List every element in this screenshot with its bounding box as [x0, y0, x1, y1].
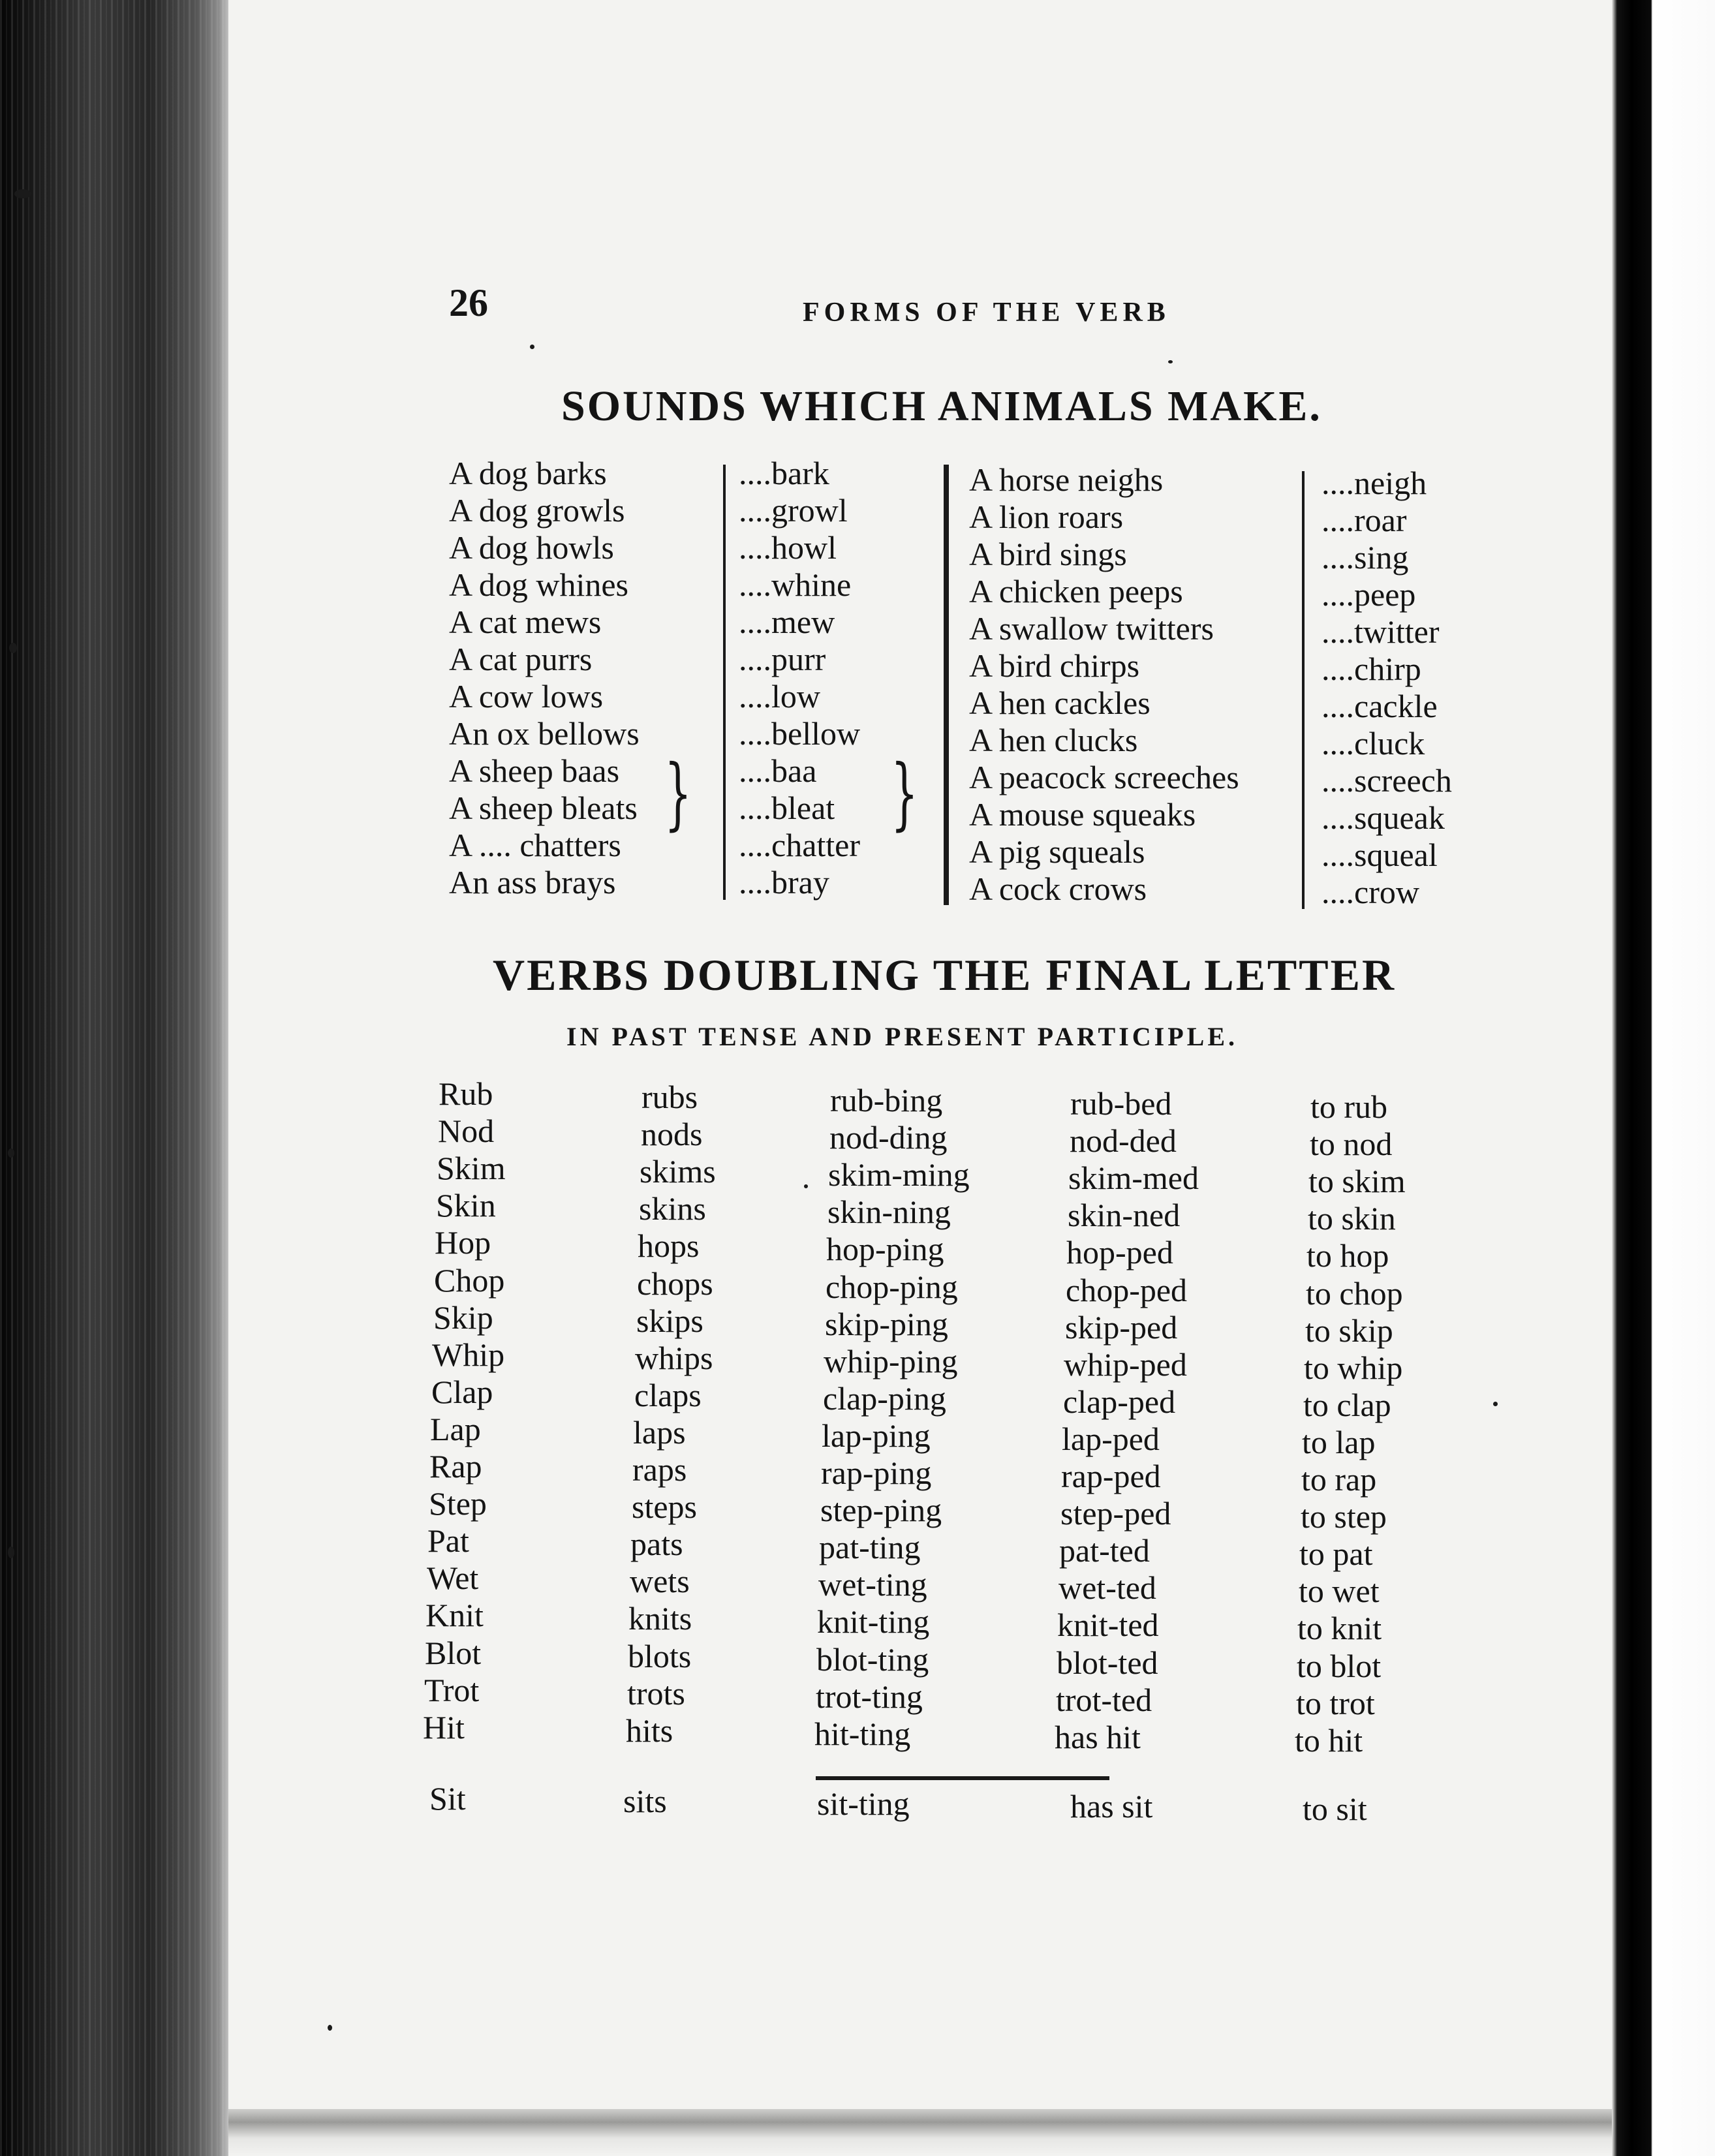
sound-verb: ....twitter [1321, 613, 1440, 650]
sound-phrase: A swallow twitters [969, 610, 1214, 647]
verb-form-cell: skim-ming [828, 1156, 970, 1194]
verb-form-cell: chop-ped [1066, 1271, 1188, 1308]
scan-speck [8, 1547, 14, 1558]
sound-verb: ....cluck [1321, 725, 1425, 762]
verb-form-cell: claps [634, 1376, 702, 1413]
verb-form-cell: to trot [1296, 1684, 1375, 1721]
verb-form-cell: Whip [432, 1336, 505, 1373]
verb-form-cell: sits [623, 1783, 667, 1819]
book-binding-edge [0, 0, 228, 2156]
verb-form-cell: has hit [1055, 1718, 1141, 1755]
verb-form-cell: Lap [430, 1410, 481, 1447]
verb-form-cell: to hop [1306, 1237, 1389, 1274]
verb-form-cell: skip-ping [825, 1305, 948, 1342]
verb-form-cell: Clap [431, 1373, 493, 1410]
verb-form-cell: step-ped [1060, 1495, 1171, 1532]
verb-form-cell: clap-ped [1063, 1383, 1176, 1420]
verb-form-cell: knit-ted [1057, 1607, 1159, 1644]
verb-form-cell: to hit [1295, 1721, 1363, 1759]
verb-form-cell: pat-ting [819, 1529, 921, 1566]
sound-phrase: A sheep baas [449, 752, 620, 789]
verb-form-cell: lap-ping [822, 1417, 931, 1454]
verb-form-cell: to clap [1303, 1386, 1391, 1423]
column-divider [944, 465, 949, 905]
verb-form-cell: clap-ping [823, 1379, 946, 1417]
verbs-subheading: IN PAST TENSE AND PRESENT PARTICIPLE. [566, 1022, 1239, 1051]
verb-form-cell: Hit [423, 1708, 465, 1746]
sound-verb: ....cackle [1321, 688, 1438, 724]
sound-verb: ....howl [739, 529, 837, 566]
sound-phrase: A hen cackles [969, 685, 1151, 721]
verb-form-cell: blots [628, 1637, 692, 1674]
sound-phrase: A dog whines [449, 566, 628, 603]
sound-verb: ....growl [739, 492, 848, 529]
verb-form-cell: to step [1301, 1498, 1387, 1535]
verb-form-cell: rubs [641, 1079, 698, 1115]
scan-speck [8, 1148, 14, 1158]
verb-form-cell: blot-ted [1057, 1644, 1158, 1681]
verb-form-cell: Sit [429, 1780, 466, 1817]
verb-form-cell: Skim [437, 1150, 506, 1187]
verb-form-cell: whips [635, 1339, 713, 1376]
sound-phrase: A dog growls [449, 492, 625, 529]
verb-form-cell: trots [627, 1674, 685, 1712]
verb-form-cell: to chop [1306, 1274, 1403, 1312]
sounds-heading: SOUNDS WHICH ANIMALS MAKE. [561, 382, 1322, 430]
sound-verb: ....bark [739, 455, 829, 491]
verb-form-cell: wet-ted [1058, 1569, 1156, 1607]
page-number: 26 [449, 281, 488, 324]
verb-form-cell: Blot [425, 1634, 482, 1671]
verb-form-cell: to sit [1303, 1791, 1367, 1827]
verb-form-cell: sit-ting [817, 1785, 910, 1822]
sound-phrase: A sheep bleats [449, 790, 638, 826]
verb-form-cell: hops [638, 1227, 700, 1265]
scan-speck [14, 189, 31, 198]
verb-form-cell: Skin [436, 1187, 496, 1224]
verb-form-cell: skips [636, 1302, 703, 1339]
verb-form-cell: Trot [424, 1671, 480, 1708]
sound-phrase: An ass brays [449, 864, 616, 901]
scan-speck [1493, 1402, 1498, 1406]
sound-verb: ....bray [739, 864, 829, 901]
verb-form-cell: pat-ted [1059, 1532, 1150, 1569]
verb-form-cell: skims [640, 1153, 716, 1190]
verb-form-cell: Rub [439, 1075, 493, 1112]
verb-form-cell: Chop [434, 1261, 505, 1299]
sound-phrase: A cat mews [449, 604, 602, 640]
verb-form-cell: Pat [427, 1522, 469, 1560]
verb-form-cell: Knit [425, 1597, 484, 1634]
verb-form-cell: Skip [433, 1299, 493, 1336]
verb-form-cell: to wet [1299, 1573, 1380, 1610]
verb-form-cell: lap-ped [1062, 1420, 1160, 1457]
sound-phrase: A cock crows [969, 870, 1147, 907]
verb-form-cell: skin-ning [827, 1194, 951, 1231]
brace-right: } [664, 748, 692, 839]
sound-phrase: A horse neighs [969, 461, 1164, 498]
sound-verb: ....baa [739, 752, 817, 789]
verb-form-cell: nods [641, 1116, 703, 1153]
sound-phrase: A mouse squeaks [969, 796, 1196, 833]
verb-form-cell: to blot [1297, 1647, 1382, 1684]
verb-form-cell: step-ping [820, 1492, 942, 1529]
sound-verb: ....neigh [1321, 465, 1427, 501]
verb-form-cell: wet-ting [818, 1566, 927, 1603]
verb-form-cell: to nod [1310, 1126, 1393, 1163]
verb-form-cell: chops [637, 1265, 713, 1302]
page-bottom-edge [228, 2109, 1612, 2156]
running-head: FORMS OF THE VERB [803, 298, 1170, 328]
verb-form-cell: to rap [1301, 1461, 1377, 1498]
verb-form-cell: hop-ped [1066, 1234, 1173, 1271]
verb-form-cell: has sit [1070, 1788, 1153, 1825]
verb-form-cell: trot-ted [1056, 1681, 1152, 1718]
sound-verb: ....squeak [1321, 799, 1445, 836]
verb-form-cell: whip-ped [1064, 1346, 1187, 1383]
sound-phrase: A lion roars [969, 499, 1124, 535]
verb-form-cell: Rap [429, 1448, 482, 1485]
brace-right: } [891, 748, 918, 839]
verb-form-cell: pats [630, 1526, 683, 1563]
verb-form-cell: to skim [1308, 1163, 1406, 1200]
verb-form-cell: nod-ded [1070, 1122, 1177, 1160]
sound-verb: ....screech [1321, 762, 1452, 799]
sound-verb: ....mew [739, 604, 835, 640]
sound-phrase: A dog barks [449, 455, 607, 491]
sound-phrase: A bird chirps [969, 647, 1140, 684]
sound-phrase: A hen clucks [969, 722, 1138, 758]
sound-verb: ....purr [739, 641, 826, 677]
verb-form-cell: nod-ding [829, 1119, 948, 1156]
sound-verb: ....roar [1321, 502, 1407, 538]
sound-verb: ....chirp [1321, 651, 1421, 687]
verb-form-cell: rap-ping [821, 1455, 932, 1491]
verb-form-cell: to whip [1304, 1349, 1403, 1386]
next-page-edge [1612, 0, 1715, 2156]
table-rule [816, 1776, 1109, 1780]
scan-speck [804, 1184, 808, 1188]
verb-form-cell: steps [632, 1488, 697, 1526]
verb-form-cell: trot-ting [816, 1678, 923, 1715]
column-divider [1302, 471, 1305, 909]
sound-phrase: A bird sings [969, 536, 1127, 572]
verb-form-cell: whip-ping [824, 1342, 958, 1379]
verb-form-cell: hits [626, 1712, 673, 1749]
verb-form-cell: rap-ped [1061, 1458, 1161, 1494]
verb-form-cell: Step [429, 1485, 487, 1522]
verb-form-cell: skim-med [1068, 1160, 1199, 1197]
sound-verb: ....sing [1321, 539, 1409, 576]
verb-form-cell: hit-ting [814, 1715, 911, 1752]
verb-form-cell: hop-ping [826, 1231, 944, 1268]
verb-form-cell: knit-ting [817, 1603, 930, 1640]
verbs-heading: VERBS DOUBLING THE FINAL LETTER [493, 950, 1397, 1000]
verb-form-cell: knits [628, 1600, 692, 1637]
verb-form-cell: to skip [1305, 1312, 1393, 1349]
verb-form-cell: skin-ned [1068, 1197, 1181, 1234]
verb-form-cell: wets [630, 1563, 690, 1600]
scan-speck [530, 345, 534, 349]
sound-phrase: A dog howls [449, 529, 614, 566]
sound-verb: ....squeal [1321, 837, 1438, 873]
sound-phrase: A pig squeals [969, 833, 1145, 870]
verb-form-cell: laps [633, 1413, 686, 1451]
sound-verb: ....bellow [739, 715, 861, 752]
verb-form-cell: Nod [438, 1113, 495, 1150]
verb-form-cell: rub-bed [1070, 1085, 1172, 1122]
scan-speck [1168, 360, 1173, 363]
scan-speck [328, 2025, 332, 2031]
verb-form-cell: to skin [1308, 1200, 1396, 1237]
sound-verb: ....peep [1321, 576, 1416, 613]
verb-form-cell: skins [639, 1190, 706, 1227]
verb-form-cell: blot-ting [816, 1640, 929, 1678]
sound-verb: ....chatter [739, 827, 861, 863]
sound-phrase: A cat purrs [449, 641, 593, 677]
sound-phrase: An ox bellows [449, 715, 640, 752]
verb-form-cell: rub-bing [830, 1082, 943, 1118]
sound-phrase: A cow lows [449, 678, 604, 715]
sound-verb: ....whine [739, 566, 852, 603]
sound-verb: ....bleat [739, 790, 835, 826]
verb-form-cell: raps [632, 1451, 687, 1488]
verb-form-cell: to pat [1299, 1535, 1373, 1573]
sound-phrase: A chicken peeps [969, 573, 1183, 609]
verb-form-cell: to rub [1310, 1088, 1388, 1125]
verb-form-cell: to lap [1302, 1423, 1376, 1460]
sound-phrase: A peacock screeches [969, 759, 1239, 795]
sound-verb: ....low [739, 678, 820, 715]
column-divider [723, 465, 726, 900]
verb-form-cell: to knit [1297, 1610, 1382, 1647]
verb-form-cell: chop-ping [826, 1268, 958, 1305]
verb-form-cell: Wet [427, 1560, 479, 1597]
scan-speck [9, 643, 17, 653]
sound-verb: ....crow [1321, 874, 1419, 910]
verb-form-cell: skip-ped [1065, 1308, 1178, 1346]
sound-phrase: A .... chatters [449, 827, 621, 863]
verb-form-cell: Hop [435, 1224, 491, 1261]
